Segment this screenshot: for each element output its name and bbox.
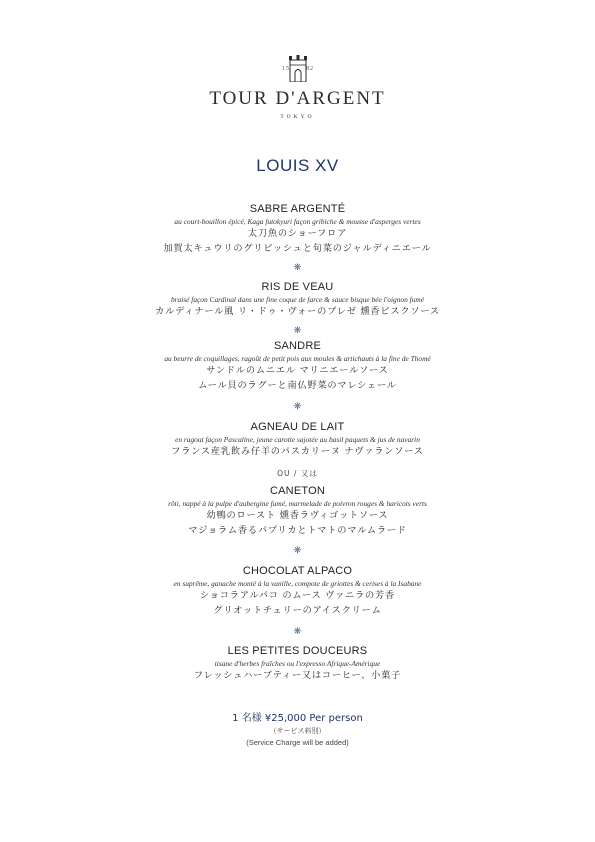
course-description-jp: 幼鴨のロースト 燻香ラヴィゴットソース: [206, 510, 389, 521]
course-description-jp: 加賀太キュウリのグリビッシュと旬菜のジャルディニエール: [163, 242, 432, 254]
snowflake-separator-icon: ❋: [293, 546, 302, 556]
course-description-jp: グリオットチェリーのアイスクリーム: [213, 604, 382, 616]
course-description-fr: en suprême, ganache monté à la vanille, compote de griottes & cerises à la Isabane: [173, 579, 422, 588]
course-agneau-de-lait: [0, 420, 595, 460]
course-sabre-argente: [0, 202, 595, 256]
course-description-jp: フランス産乳飲み仔羊のパスカリーヌ ナヴァランソース: [171, 446, 424, 457]
course-chocolat-alpaco: [0, 564, 595, 618]
course-description-jp: 太刀魚のショーフロア: [247, 228, 348, 239]
course-description-fr: en ragout façon Pascaline, jeune carotte sajotée au basil paquets & jus de navarin: [175, 435, 420, 444]
course-ris-de-veau: [0, 280, 595, 320]
or-divider: OU / 又は: [277, 469, 318, 478]
course-description-jp: カルディナール風 リ・ドゥ・ヴォーのブレゼ 燻香ビスクソース: [155, 306, 440, 317]
course-description-fr: tisane d'herbes fraîches ou l'expresso Afrique-Amérique: [214, 659, 381, 668]
course-name: RIS DE VEAU: [261, 281, 334, 293]
service-charge-note-jp: （サービス料別）: [269, 727, 326, 735]
price-per-person: 1 名様 ¥25,000 Per person: [232, 713, 363, 724]
brand-name: TOUR D'ARGENT: [209, 88, 386, 109]
course-name: CHOCOLAT ALPACO: [242, 565, 353, 577]
course-name: AGNEAU DE LAIT: [250, 421, 345, 433]
snowflake-separator-icon: ❋: [293, 627, 302, 637]
course-description-jp: フレッシュハーブティー又はコーヒー、小菓子: [193, 670, 402, 681]
course-description-fr: au beurre de coquillages, ragoût de petit pois aux moules & artichauts à la fine de Thomé: [164, 354, 431, 363]
snowflake-separator-icon: ❋: [293, 402, 302, 412]
course-description-jp: マジョラム香るパプリカとトマトのマルムラード: [188, 524, 407, 536]
course-sandre: [0, 339, 595, 393]
course-description-jp: ショコラアルパコ のムース ヴァニラの芳香: [200, 590, 395, 601]
snowflake-separator-icon: ❋: [293, 326, 302, 336]
course-name: SANDRE: [273, 340, 322, 352]
price-block: [0, 712, 595, 749]
menu-title: LOUIS XV: [256, 156, 339, 175]
course-description-fr: braisé façon Cardinal dans une fine coque de farce & sauce bisque bée l'oignon fumé: [170, 295, 425, 304]
course-description-fr: rôti, nappé à la pulpe d'aubergine fumé, marmelade de poivron rouges & haricots verts: [168, 499, 427, 508]
year-right: 82: [306, 66, 314, 72]
course-name: CANETON: [270, 485, 325, 497]
course-description-jp: サンドルのムニエル マリニエールソース: [206, 365, 389, 376]
year-left: 15: [282, 66, 290, 72]
course-caneton: [0, 484, 595, 538]
course-name: LES PETITES DOUCEURS: [227, 645, 368, 657]
course-name: SABRE ARGENTÉ: [249, 203, 346, 215]
tower-logo-icon: [0, 54, 595, 82]
course-petites-douceurs: [0, 644, 595, 684]
brand-location: TOKYO: [280, 114, 315, 120]
service-charge-note-en: (Service Charge will be added): [246, 738, 349, 747]
course-description-jp: ムール貝のラグーと南仏野菜のマレシェール: [198, 379, 397, 391]
course-description-fr: au court-bouillon épicé, Kaga futokyuri façon gribiche & mousse d'asperges vertes: [174, 217, 421, 226]
snowflake-separator-icon: ❋: [293, 263, 302, 273]
